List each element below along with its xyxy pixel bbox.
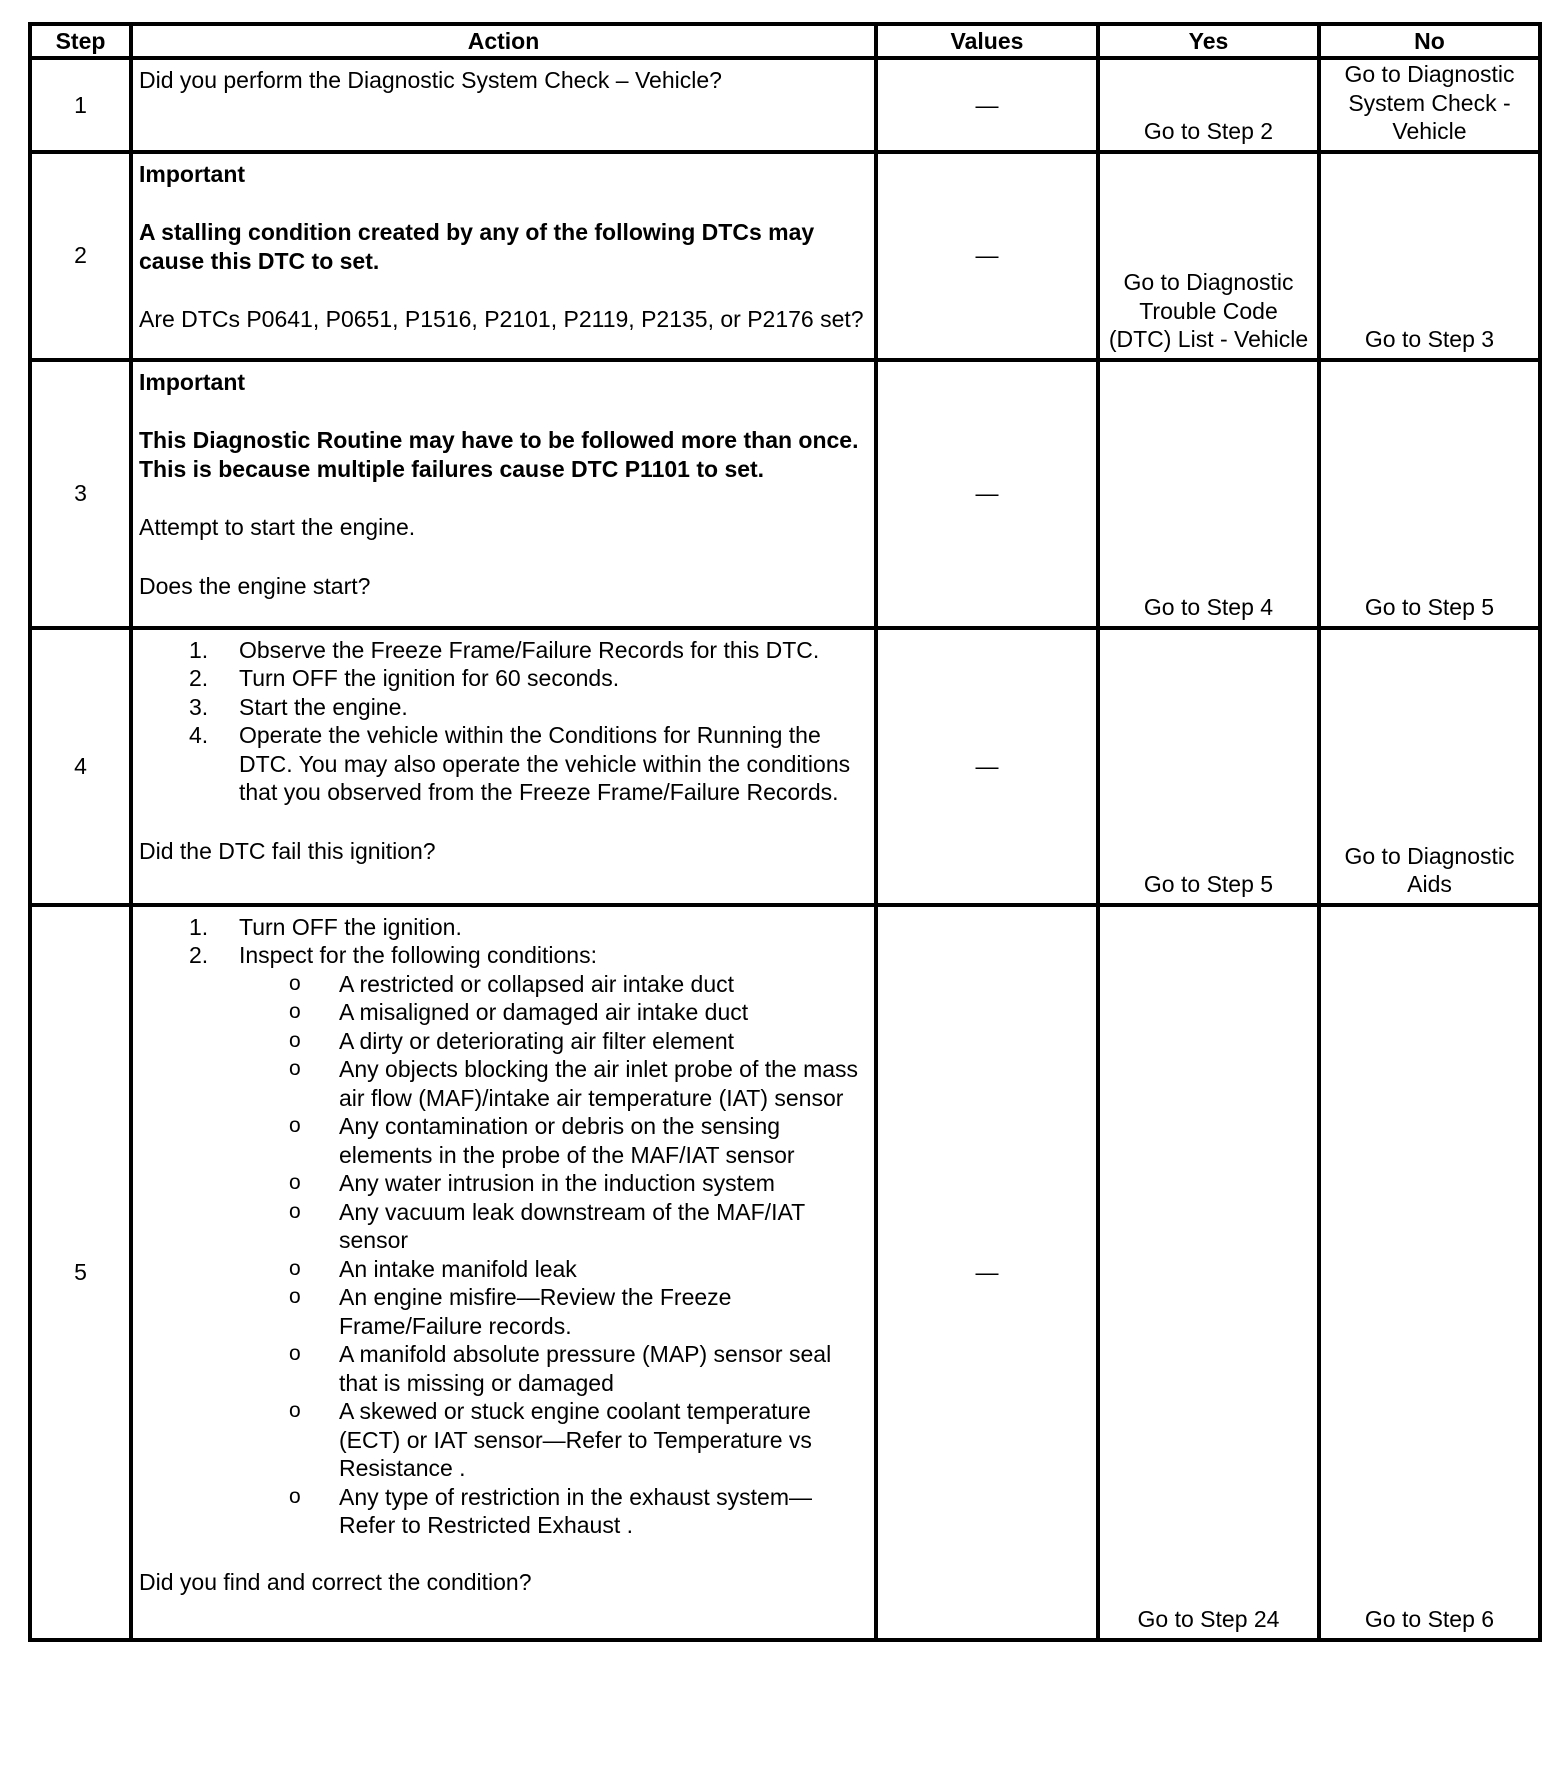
table-row [30, 628, 1540, 905]
action-cell [131, 360, 876, 628]
question-text: Are DTCs P0641, P0651, P1516, P2101, P2119, P2135, or P2176 set? [139, 306, 864, 332]
condition-item: o Any objects blocking the air inlet probe of the mass air flow (MAF)/intake air temperature (IAT) sensor [289, 1056, 859, 1111]
condition-item: o Any vacuum leak downstream of the MAF/IAT sensor [289, 1198, 805, 1253]
step-number: 5 [30, 905, 131, 1640]
diagnostic-page [28, 22, 1538, 1642]
table-row [30, 152, 1540, 360]
important-label: Important [139, 368, 246, 395]
no-link[interactable]: Go to Diagnostic System Check - Vehicle [1344, 61, 1515, 144]
yes-link[interactable]: Go to Step 4 [1143, 594, 1274, 620]
list-item: 3. Start the engine. [189, 693, 408, 720]
no-link[interactable]: Go to Step 5 [1364, 594, 1495, 620]
action-cell [131, 905, 876, 1640]
header-values: Values [876, 24, 1098, 58]
list-item: 1. Observe the Freeze Frame/Failure Records for this DTC. [189, 636, 820, 663]
question-text: Did you find and correct the condition? [139, 1568, 532, 1595]
no-cell [1319, 360, 1540, 628]
no-link[interactable]: Go to Step 3 [1364, 326, 1495, 352]
step-number: 3 [30, 360, 131, 628]
table-row [30, 360, 1540, 628]
values-cell: — [876, 905, 1098, 1640]
important-text: A stalling condition created by any of the following DTCs may cause this DTC to set. [139, 219, 815, 274]
no-cell [1319, 58, 1540, 152]
diagnostic-table [28, 22, 1542, 1642]
question-text: Did you perform the Diagnostic System Check – Vehicle? [139, 67, 722, 93]
condition-item: o A misaligned or damaged air intake duct [289, 999, 749, 1025]
condition-item: o A manifold absolute pressure (MAP) sensor seal that is missing or damaged [289, 1341, 832, 1396]
no-link[interactable]: Go to Diagnostic Aids [1344, 842, 1515, 897]
important-label: Important [139, 160, 246, 187]
table-row [30, 905, 1540, 1640]
values-cell: — [876, 628, 1098, 905]
condition-item: o Any water intrusion in the induction system [289, 1170, 775, 1196]
list-item: 2. Turn OFF the ignition for 60 seconds. [189, 665, 620, 691]
header-yes: Yes [1098, 24, 1319, 58]
step-number: 1 [30, 58, 131, 152]
yes-cell [1098, 58, 1319, 152]
action-cell [131, 58, 876, 152]
yes-cell [1098, 360, 1319, 628]
condition-item: o A skewed or stuck engine coolant temperature (ECT) or IAT sensor—Refer to Temperature vs Resistance . [289, 1398, 812, 1481]
condition-item: o A dirty or deteriorating air filter element [289, 1027, 735, 1054]
yes-cell [1098, 152, 1319, 360]
action-cell [131, 152, 876, 360]
condition-item: o An intake manifold leak [289, 1255, 577, 1282]
yes-link[interactable]: Go to Diagnostic Trouble Code (DTC) List - Vehicle [1108, 269, 1309, 352]
condition-item: o Any type of restriction in the exhaust system—Refer to Restricted Exhaust . [289, 1483, 812, 1538]
no-cell [1319, 152, 1540, 360]
condition-item: o Any contamination or debris on the sensing elements in the probe of the MAF/IAT sensor [289, 1113, 795, 1168]
list-item: 1. Turn OFF the ignition. [189, 913, 462, 940]
no-cell [1319, 628, 1540, 905]
list-item: 4. Operate the vehicle within the Conditions for Running the DTC. You may also operate the vehicle within the conditions that you observed from the Freeze Frame/Failure Records. [189, 722, 851, 805]
values-cell: — [876, 360, 1098, 628]
table-header-row [30, 24, 1540, 58]
values-cell: — [876, 58, 1098, 152]
action-cell [131, 628, 876, 905]
procedure-steps [139, 913, 868, 970]
yes-link[interactable]: Go to Step 24 [1137, 1606, 1280, 1632]
conditions-list [139, 970, 868, 1540]
instruction-text: Attempt to start the engine. [139, 514, 416, 540]
yes-cell [1098, 628, 1319, 905]
list-item: 2. Inspect for the following conditions: [189, 942, 597, 968]
yes-link[interactable]: Go to Step 5 [1143, 871, 1274, 897]
table-row [30, 58, 1540, 152]
header-action: Action [131, 24, 876, 58]
condition-item: o A restricted or collapsed air intake duct [289, 970, 735, 997]
condition-item: o An engine misfire—Review the Freeze Frame/Failure records. [289, 1284, 732, 1339]
values-cell: — [876, 152, 1098, 360]
question-text: Did the DTC fail this ignition? [139, 837, 436, 864]
yes-link[interactable]: Go to Step 2 [1143, 118, 1274, 144]
yes-cell [1098, 905, 1319, 1640]
important-text: This Diagnostic Routine may have to be followed more than once. This is because multiple failures cause DTC P1101 to set. [139, 427, 859, 482]
step-number: 4 [30, 628, 131, 905]
no-link[interactable]: Go to Step 6 [1364, 1606, 1495, 1632]
no-cell [1319, 905, 1540, 1640]
header-step: Step [30, 24, 131, 58]
procedure-steps [139, 636, 868, 807]
question-text: Does the engine start? [139, 572, 371, 599]
step-number: 2 [30, 152, 131, 360]
header-no: No [1319, 24, 1540, 58]
